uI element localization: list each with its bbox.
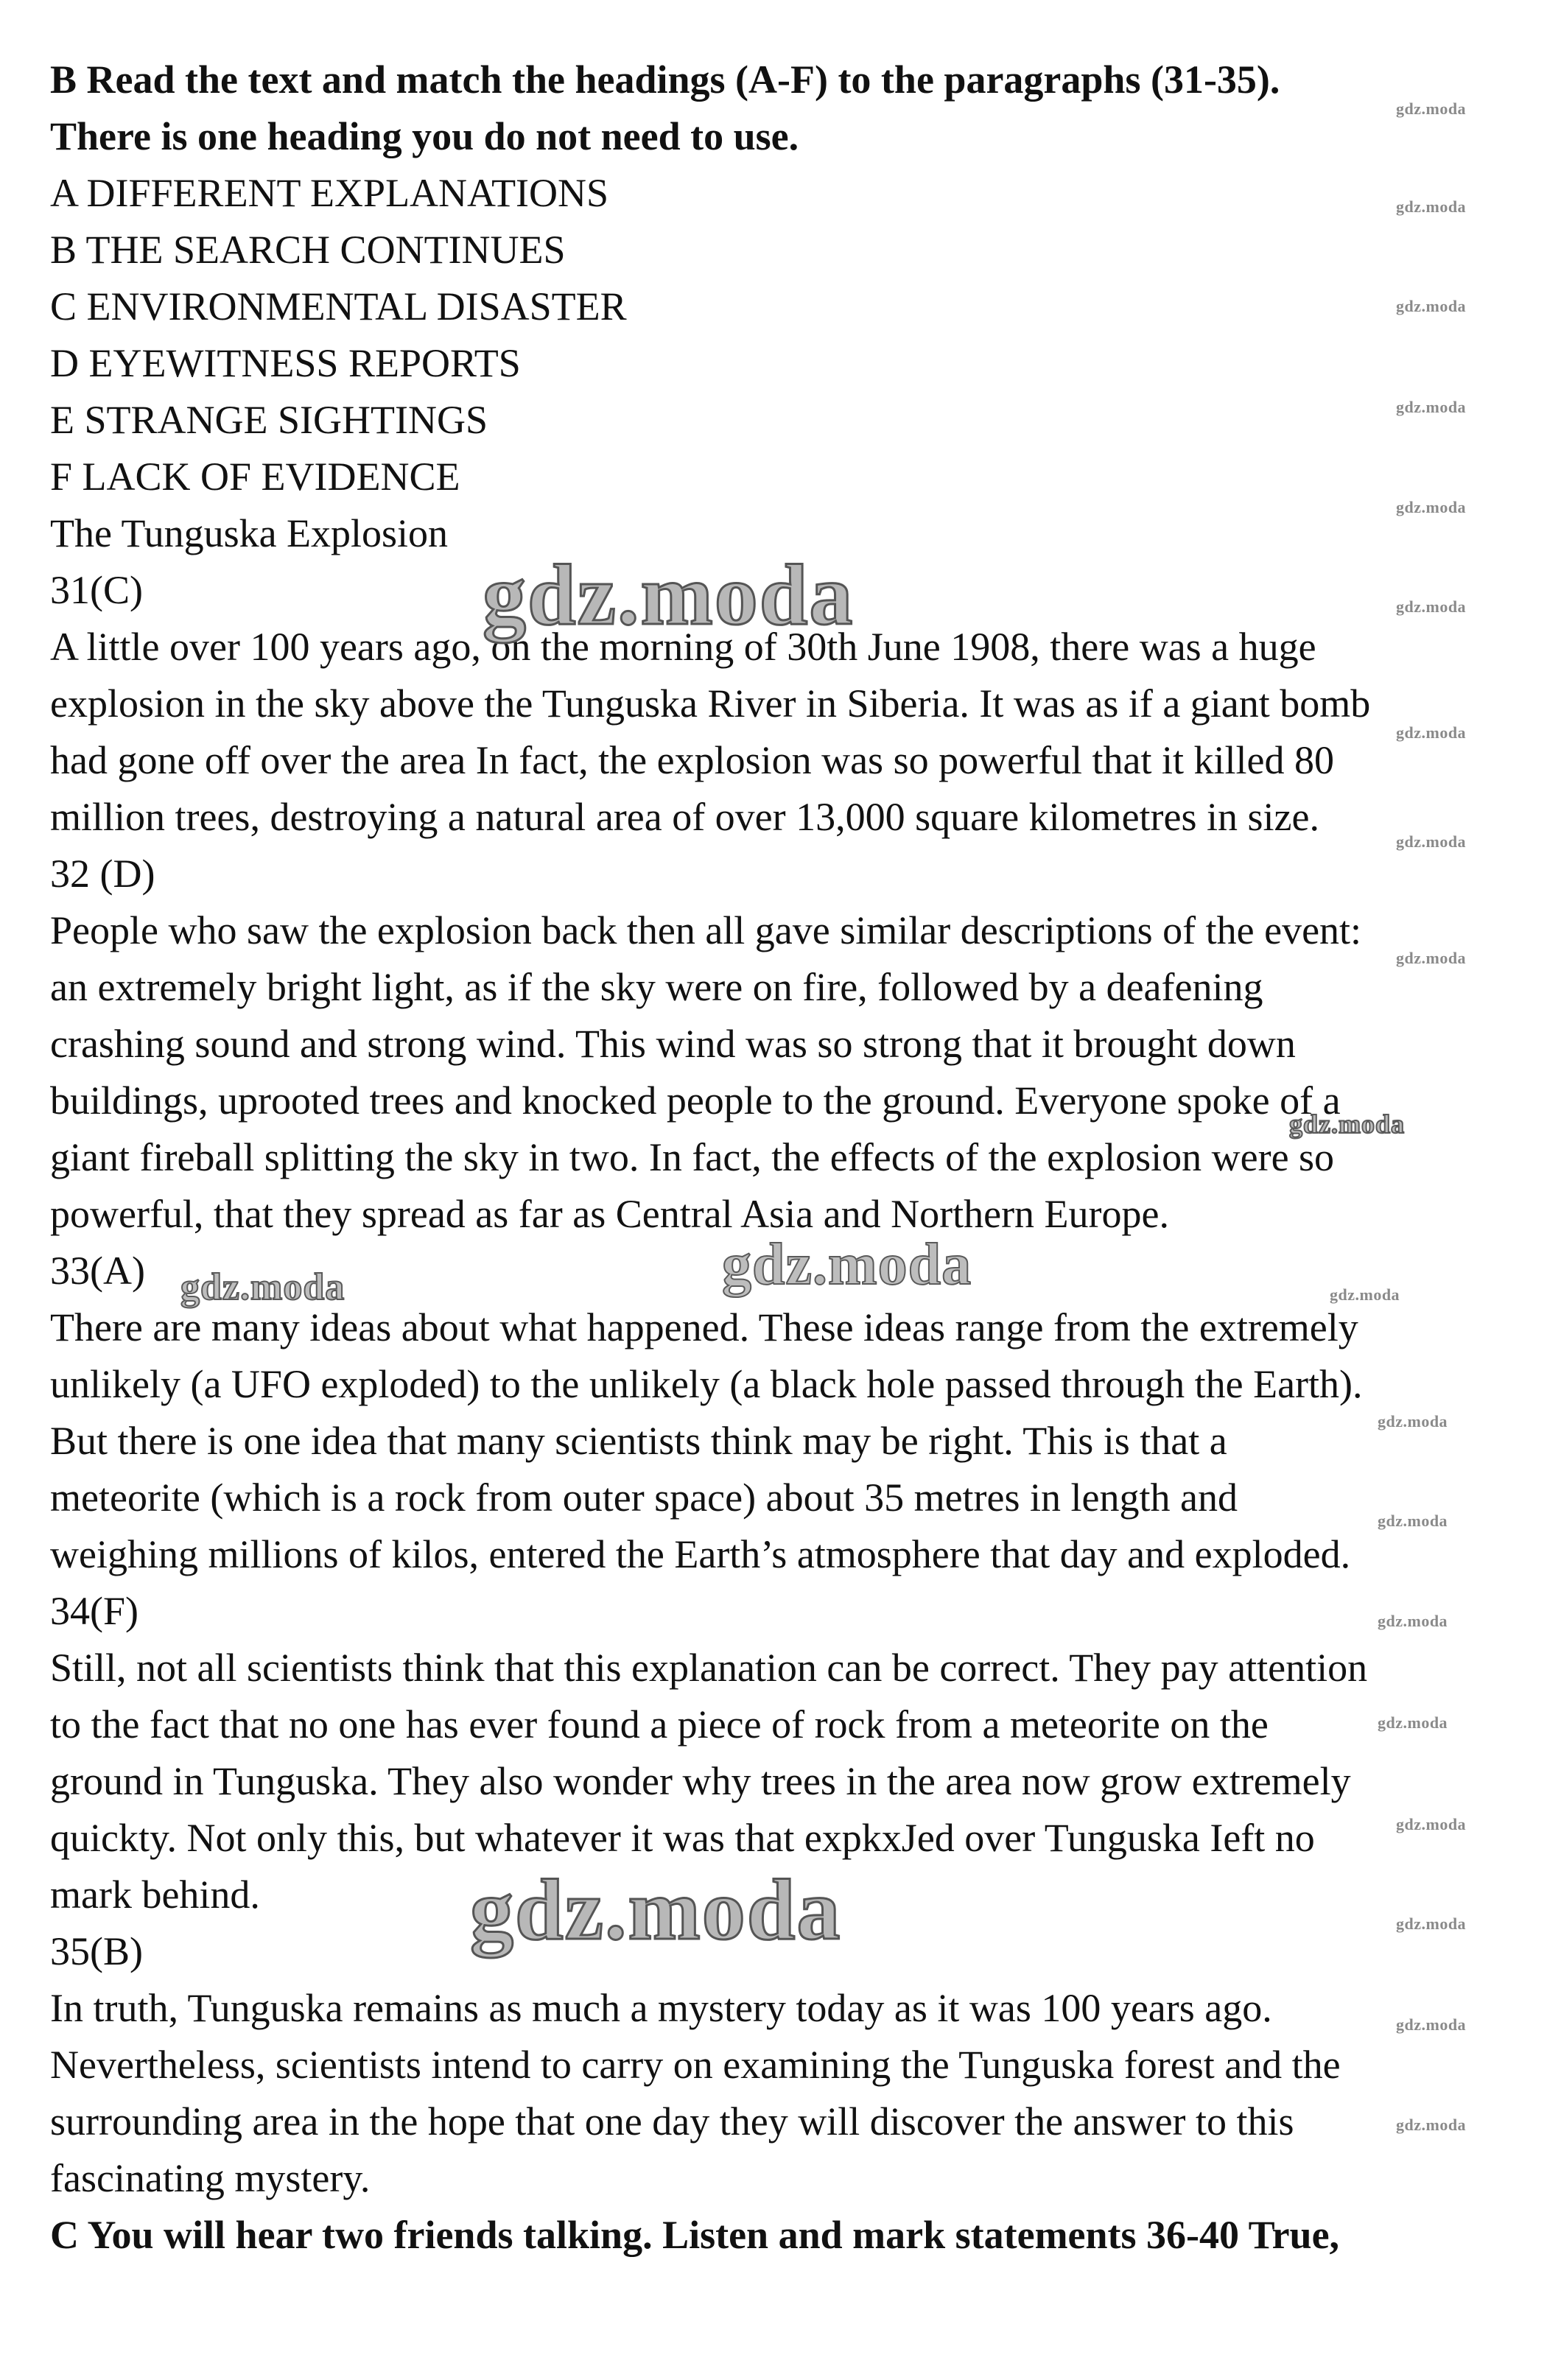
paragraph-label: 35(B) <box>50 1929 143 1973</box>
watermark-small: gdz.moda <box>1396 832 1467 851</box>
paragraph-line: There are many ideas about what happened. These ideas range from the extremely <box>50 1305 1358 1349</box>
paragraph-line: crashing sound and strong wind. This wind was so strong that it brought down <box>50 1022 1296 1066</box>
watermark-small: gdz.moda <box>1396 1914 1467 1933</box>
heading-c: C ENVIRONMENTAL DISASTER <box>50 284 627 329</box>
task-c-instruction: C You will hear two friends talking. Listen and mark statements 36-40 True, <box>50 2213 1340 2257</box>
paragraph-line: fascinating mystery. <box>50 2156 371 2200</box>
watermark-small: gdz.moda <box>1396 498 1467 516</box>
paragraph-line: Nevertheless, scientists intend to carry on examining the Tunguska forest and the <box>50 2043 1341 2087</box>
watermark-large: gdz.moda <box>470 1861 842 1958</box>
paragraph-line: weighing millions of kilos, entered the Earth’s atmosphere that day and exploded. <box>50 1532 1351 1576</box>
text-title: The Tunguska Explosion <box>50 511 449 555</box>
watermark-small: gdz.moda <box>1396 1815 1467 1833</box>
paragraph-line: But there is one idea that many scientists think may be right. This is that a <box>50 1419 1227 1463</box>
watermark-small: gdz.moda <box>1396 99 1467 118</box>
paragraph-line: A little over 100 years ago, on the morning of 30th June 1908, there was a huge <box>50 625 1316 669</box>
headings-list <box>50 165 1494 505</box>
paragraph-line: an extremely bright light, as if the sky were on fire, followed by a deafening <box>50 965 1263 1009</box>
watermark-large: gdz.moda <box>483 547 855 643</box>
task-b-instruction-2: There is one heading you do not need to use. <box>50 114 799 158</box>
watermark-small: gdz.moda <box>1396 949 1467 967</box>
watermark-small: gdz.moda <box>1396 2116 1467 2134</box>
paragraph-label: 34(F) <box>50 1589 138 1633</box>
paragraph-32 <box>50 846 1494 1243</box>
paragraph-line: ground in Tunguska. They also wonder why trees in the area now grow extremely <box>50 1759 1351 1803</box>
heading-f: F LACK OF EVIDENCE <box>50 454 460 499</box>
paragraph-label: 32 (D) <box>50 852 155 896</box>
paragraph-label: 31(C) <box>50 568 143 612</box>
watermark-small: gdz.moda <box>1378 1412 1448 1431</box>
watermark-small: gdz.moda <box>1378 1713 1448 1732</box>
paragraph-line: surrounding area in the hope that one day they will discover the answer to this <box>50 2099 1294 2144</box>
paragraph-label: 33(A) <box>50 1249 145 1293</box>
watermark-small: gdz.moda <box>1378 1612 1448 1630</box>
paragraph-line: million trees, destroying a natural area of over 13,000 square kilometres in size. <box>50 795 1319 839</box>
paragraph-line: powerful, that they spread as far as Central Asia and Northern Europe. <box>50 1192 1169 1236</box>
task-b-instruction-1: B Read the text and match the headings (A-F) to the paragraphs (31-35). <box>50 57 1280 102</box>
heading-b: B THE SEARCH CONTINUES <box>50 228 566 272</box>
paragraph-line: meteorite (which is a rock from outer space) about 35 metres in length and <box>50 1475 1238 1520</box>
paragraph-line: In truth, Tunguska remains as much a mystery today as it was 100 years ago. <box>50 1986 1272 2030</box>
paragraph-line: giant fireball splitting the sky in two. In fact, the effects of the explosion were so <box>50 1135 1335 1179</box>
watermark-medium: gdz.moda <box>722 1232 972 1297</box>
paragraph-line: People who saw the explosion back then all gave similar descriptions of the event: <box>50 908 1362 952</box>
watermark-medium: gdz.moda <box>180 1266 345 1308</box>
watermark-small: gdz.moda <box>1396 723 1467 742</box>
watermark-small: gdz.moda <box>1396 398 1467 416</box>
paragraph-line: mark behind. <box>50 1872 260 1917</box>
paragraph-line: had gone off over the area In fact, the explosion was so powerful that it killed 80 <box>50 738 1334 782</box>
paragraph-35 <box>50 1923 1494 2207</box>
paragraph-line: Still, not all scientists think that this explanation can be correct. They pay attention <box>50 1646 1368 1690</box>
paragraph-line: explosion in the sky above the Tunguska River in Siberia. It was as if a giant bomb <box>50 681 1371 726</box>
paragraph-line: unlikely (a UFO exploded) to the unlikely (a black hole passed through the Earth). <box>50 1362 1363 1406</box>
paragraph-line: to the fact that no one has ever found a piece of rock from a meteorite on the <box>50 1702 1269 1747</box>
heading-e: E STRANGE SIGHTINGS <box>50 398 488 442</box>
heading-d: D EYEWITNESS REPORTS <box>50 341 521 385</box>
watermark-small: gdz.moda <box>1396 197 1467 216</box>
watermark-small: gdz.moda <box>1396 2015 1467 2034</box>
watermark-small: gdz.moda <box>1378 1512 1448 1530</box>
watermark-small: gdz.moda <box>1396 297 1467 315</box>
watermark-medium: gdz.moda <box>1289 1109 1406 1139</box>
paragraph-line: quickty. Not only this, but whatever it was that expkxJed over Tunguska Ieft no <box>50 1816 1315 1860</box>
watermark-small: gdz.moda <box>1396 597 1467 616</box>
watermark-small: gdz.moda <box>1330 1285 1400 1304</box>
heading-a: A DIFFERENT EXPLANATIONS <box>50 171 609 215</box>
paragraph-line: buildings, uprooted trees and knocked people to the ground. Everyone spoke of a <box>50 1078 1341 1123</box>
